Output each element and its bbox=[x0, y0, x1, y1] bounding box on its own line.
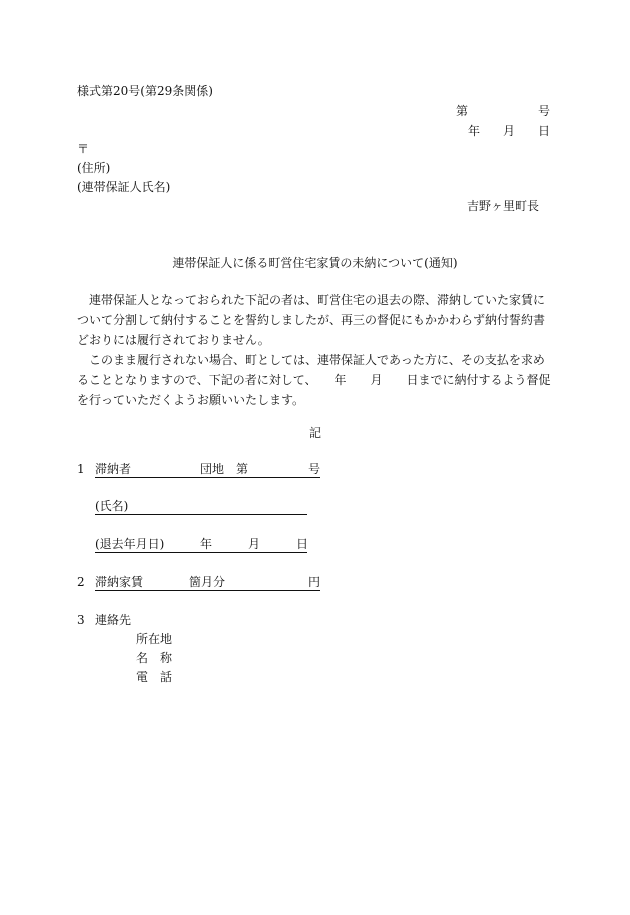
item3-name: 名 称 bbox=[136, 651, 173, 665]
item2-months: 箇月分 bbox=[189, 575, 226, 589]
item1-day: 日 bbox=[296, 537, 309, 551]
guarantor-name-label: (連帯保証人氏名) bbox=[77, 180, 171, 194]
item1-number: 1 bbox=[77, 462, 85, 476]
item1-month: 月 bbox=[248, 537, 261, 551]
body-text bbox=[77, 290, 553, 410]
doc-number-prefix: 第 bbox=[456, 104, 469, 118]
date-year: 年 bbox=[468, 124, 481, 138]
body-paragraph-1: 連帯保証人となっておられた下記の者は、町営住宅の退去の際、滞納していた家賃について分割して納付することを誓約しましたが、再三の督促にもかかわらず納付誓約書どおりには履行されておりません。 bbox=[77, 293, 546, 347]
address-label: (住所) bbox=[77, 161, 111, 175]
postal-mark: 〒 bbox=[77, 142, 90, 156]
doc-number-suffix: 号 bbox=[538, 104, 551, 118]
sender-mayor: 吉野ヶ里町長 bbox=[467, 199, 540, 213]
document-title: 連帯保証人に係る町営住宅家賃の未納について(通知) bbox=[172, 256, 458, 270]
item3-number: 3 bbox=[77, 613, 85, 627]
item3-phone: 電 話 bbox=[136, 670, 173, 684]
item1-label: 滞納者 bbox=[95, 462, 132, 476]
date-day: 日 bbox=[538, 124, 551, 138]
item2-number: 2 bbox=[77, 575, 85, 589]
item1-go: 号 bbox=[308, 462, 321, 476]
body-paragraph-2: このまま履行されない場合、町としては、連帯保証人であった方に、その支払を求めることとなりますので、下記の者に対して、 年 月 日までに納付するよう督促を行っていただくようお願いいたします。 bbox=[77, 353, 551, 407]
item1-moveout-label: (退去年月日) bbox=[95, 537, 165, 551]
item1-dai: 第 bbox=[236, 462, 249, 476]
item2-yen: 円 bbox=[308, 575, 321, 589]
item3-address: 所在地 bbox=[136, 632, 173, 646]
ki-heading: 記 bbox=[309, 426, 322, 440]
date-month: 月 bbox=[503, 124, 516, 138]
item1-danchi: 団地 bbox=[200, 462, 225, 476]
item3-label: 連絡先 bbox=[95, 613, 132, 627]
item1-year: 年 bbox=[200, 537, 213, 551]
form-number: 様式第20号(第29条関係) bbox=[77, 84, 213, 98]
item1-name-label: (氏名) bbox=[95, 499, 129, 513]
item2-label: 滞納家賃 bbox=[95, 575, 144, 589]
